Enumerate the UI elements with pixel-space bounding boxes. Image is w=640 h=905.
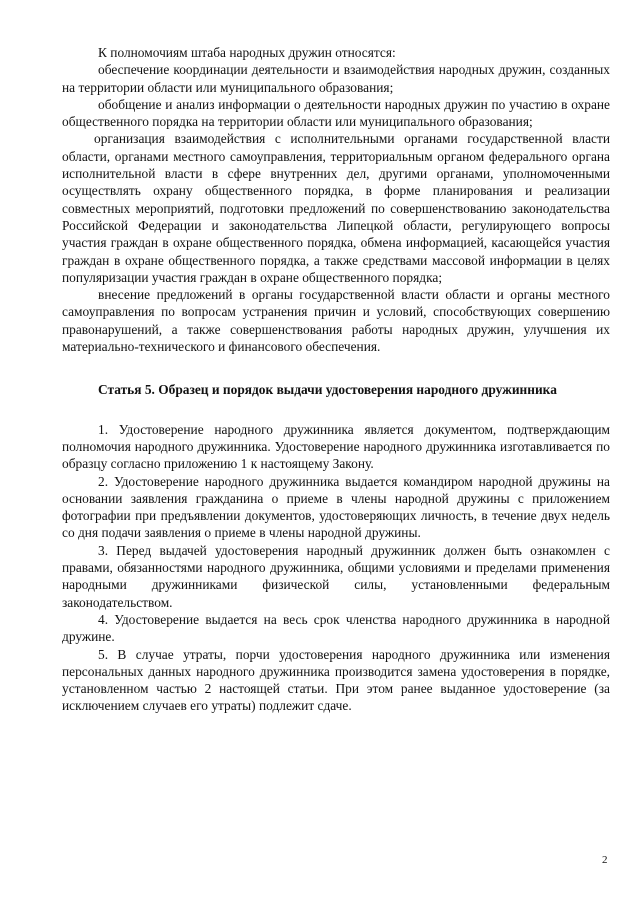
intro-paragraph: обобщение и анализ информации о деятельности народных дружин по участию в охране общественного порядка на территории области или муниципального образования; bbox=[62, 96, 610, 130]
article-paragraph: 1. Удостоверение народного дружинника является документом, подтверждающим полномочия народного дружинника. Удостоверение народного дружинника изготавливается по образцу согласно приложению 1 к настоящему Закону. bbox=[62, 421, 610, 472]
intro-paragraph: К полномочиям штаба народных дружин относятся: bbox=[98, 45, 396, 60]
spacer bbox=[62, 399, 610, 421]
document-page bbox=[62, 44, 610, 715]
intro-paragraph: внесение предложений в органы государственной власти области и органы местного самоуправления по вопросам устранения причин и условий, способствующих совершению правонарушений, а также совершенствования работы народных дружин, улучшения их материально-технического и финансового обеспечения. bbox=[62, 287, 610, 355]
spacer bbox=[62, 355, 610, 381]
article-paragraph: 3. Перед выдачей удостоверения народный дружинник должен быть ознакомлен с правами, обязанностями народного дружинника, общими условиями и пределами применения народными дружинниками физической силы, установленными федеральным законодательством. bbox=[62, 542, 610, 610]
page-number: 2 bbox=[602, 854, 608, 866]
article-paragraph: 4. Удостоверение выдается на весь срок членства народного дружинника в народной дружине. bbox=[62, 611, 610, 645]
article-paragraph: 2. Удостоверение народного дружинника выдается командиром народной дружины на основании заявления гражданина о приеме в члены народной дружины с приложением фотографии при предъявлении документов, удостоверяющих личность, в течение двух недель со дня подачи заявления о приеме в члены народной дружины. bbox=[62, 473, 610, 541]
intro-paragraph: организация взаимодействия с исполнительными органами государственной власти области, органами местного самоуправления, территориальным органом федерального органа исполнительной власти в сфере внутренних дел, другими органами, уполномоченными осуществлять охрану общественного порядка, в форме планирования и реализации совместных мероприятий, подготовки предложений по совершенствованию законодательства Российской Федерации и законодательства Липецкой области, регулирующего вопросы участия граждан в охране общественного порядка, обмена информацией, касающейся участия граждан в охране общественного порядка, а также средствами массовой информации в целях популяризации участия граждан в охране общественного порядка; bbox=[62, 131, 610, 285]
intro-paragraph: обеспечение координации деятельности и взаимодействия народных дружин, созданных на территории области или муниципального образования; bbox=[62, 62, 610, 95]
article-paragraph: 5. В случае утраты, порчи удостоверения народного дружинника или изменения персональных данных народного дружинника производится замена удостоверения в порядке, установленном частью 2 настоящей статьи. При этом ранее выданное удостоверение (за исключением случаев его утраты) подлежит сдаче. bbox=[62, 646, 610, 714]
article-heading: Статья 5. Образец и порядок выдачи удостоверения народного дружинника bbox=[98, 382, 557, 398]
